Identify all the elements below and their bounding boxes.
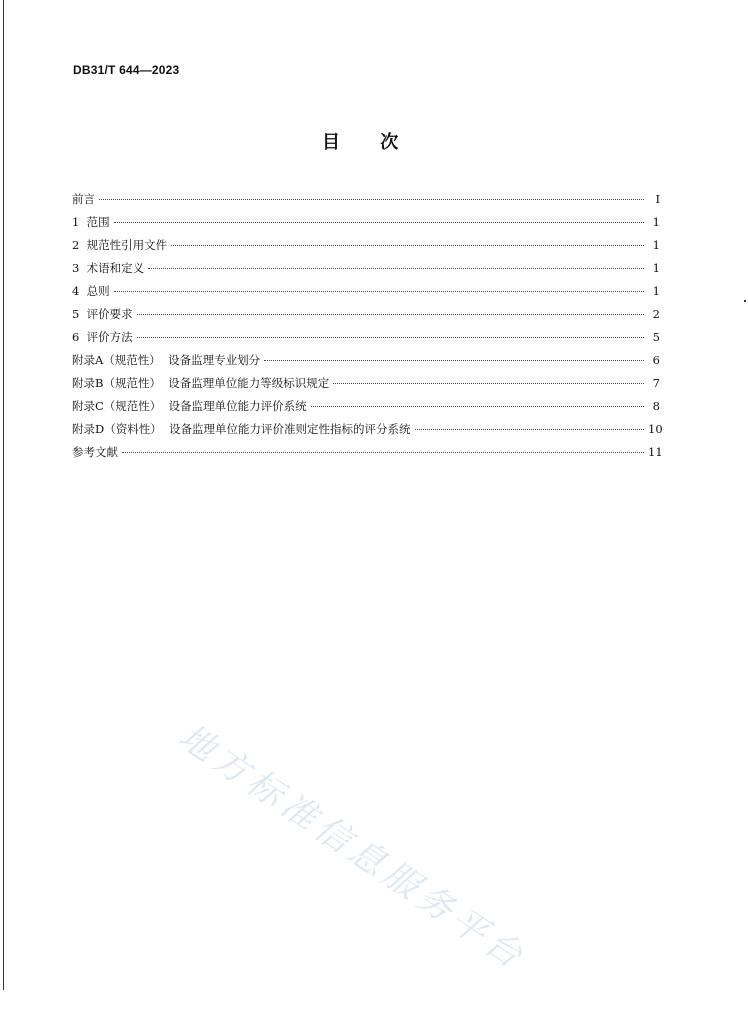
toc-entry-page: 5 — [652, 330, 660, 344]
toc-leader-dots — [137, 314, 644, 315]
toc-entry-label: 6 评价方法 — [72, 330, 133, 344]
toc-entry-label: 附录D（资料性） 设备监理单位能力评价准则定性指标的评分系统 — [72, 422, 411, 436]
toc-entry-label: 5 评价要求 — [72, 307, 133, 321]
toc-entry-label: 前言 — [72, 192, 95, 206]
toc-entry-page: 2 — [652, 307, 660, 321]
table-of-contents — [72, 191, 663, 467]
toc-entry-label: 4 总则 — [72, 284, 110, 298]
toc-leader-dots — [114, 291, 644, 292]
toc-entry-label: 附录C（规范性） 设备监理单位能力评价系统 — [72, 399, 307, 413]
toc-entry[interactable] — [72, 260, 660, 283]
toc-entry[interactable] — [72, 329, 660, 352]
toc-entry-page: 1 — [652, 261, 660, 275]
toc-entry-label: 附录A（规范性） 设备监理专业划分 — [72, 353, 261, 367]
toc-entry[interactable] — [72, 214, 660, 237]
standard-number: DB31/T 644—2023 — [73, 63, 180, 77]
toc-entry[interactable] — [72, 398, 660, 421]
toc-entry-label: 参考文献 — [72, 445, 118, 459]
toc-entry-page: 7 — [652, 376, 660, 390]
toc-leader-dots — [311, 406, 644, 407]
toc-entry[interactable] — [72, 421, 663, 444]
toc-leader-dots — [114, 222, 644, 223]
toc-leader-dots — [264, 360, 644, 361]
toc-leader-dots — [415, 429, 644, 430]
toc-leader-dots — [99, 199, 644, 200]
toc-leader-dots — [171, 245, 644, 246]
toc-entry[interactable] — [72, 306, 660, 329]
toc-entry[interactable] — [72, 283, 660, 306]
toc-leader-dots — [122, 452, 644, 453]
toc-entry-page: 8 — [652, 399, 660, 413]
toc-entry[interactable] — [72, 444, 663, 467]
page-title: 目 次 — [322, 132, 399, 153]
toc-leader-dots — [148, 268, 644, 269]
toc-entry[interactable] — [72, 352, 660, 375]
toc-entry-label: 1 范围 — [72, 215, 110, 229]
toc-entry-page: 11 — [648, 445, 663, 459]
scan-dot — [744, 300, 746, 302]
toc-entry-page: 6 — [652, 353, 660, 367]
toc-entry-page: 10 — [648, 422, 663, 436]
toc-entry-page: 1 — [652, 284, 660, 298]
toc-entry[interactable] — [72, 191, 660, 214]
toc-entry-label: 2 规范性引用文件 — [72, 238, 168, 252]
watermark: 地方标准信息服务平台 — [171, 716, 534, 980]
toc-entry-page: I — [655, 192, 660, 206]
toc-leader-dots — [333, 383, 644, 384]
toc-entry-label: 3 术语和定义 — [72, 261, 145, 275]
scan-edge-line — [3, 0, 4, 990]
toc-entry[interactable] — [72, 375, 660, 398]
toc-leader-dots — [137, 337, 644, 338]
toc-entry-page: 1 — [652, 215, 660, 229]
toc-entry-label: 附录B（规范性） 设备监理单位能力等级标识规定 — [72, 376, 330, 390]
toc-entry[interactable] — [72, 237, 660, 260]
toc-entry-page: 1 — [652, 238, 660, 252]
